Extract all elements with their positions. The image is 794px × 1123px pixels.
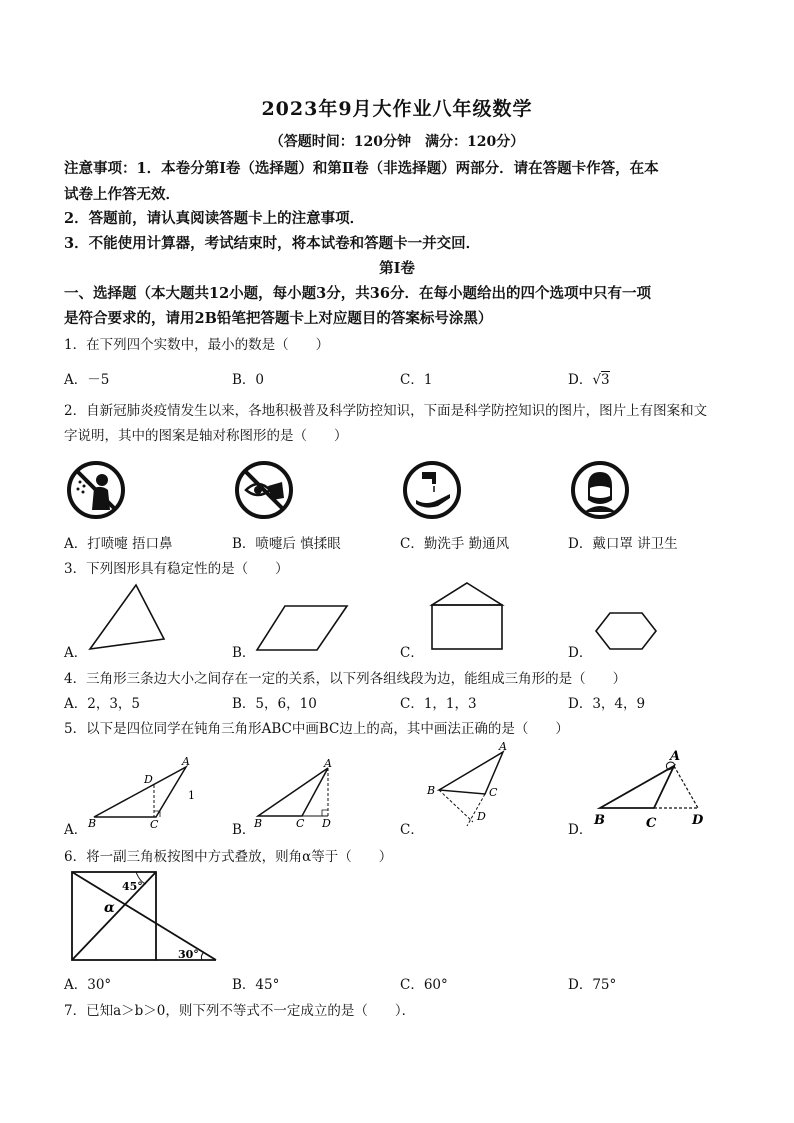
q2-stem-1: 2．自新冠肺炎疫情发生以来，各地积极普及科学防控知识，下面是科学防控知识的图片，图片上有图案和文 (64, 403, 708, 419)
q1-option-d (568, 368, 610, 388)
q5b-label-c: C (296, 817, 305, 830)
notes-line-2: 试卷上作答无效． (64, 186, 180, 203)
q5d-label-c: C (646, 816, 657, 831)
q5c-label-d: D (477, 810, 486, 823)
page-title: 2023年9月大作业八年级数学 (261, 98, 533, 120)
q5-option-b: B． (232, 822, 256, 838)
q5b-label-b: B (254, 817, 263, 830)
q3-option-c: C． (400, 645, 424, 661)
section-heading-1: 一、选择题（本大题共12小题，每小题3分，共36分．在每小题给出的四个选项中只有一项 (64, 285, 651, 302)
q5c-label-a: A (499, 740, 507, 753)
q5-figure-a (86, 755, 206, 830)
sqrt-sign: √ (592, 372, 601, 388)
q5-stem: 5．以下是四位同学在钝角三角形ABC中画BC边上的高，其中画法正确的是（ ） (64, 721, 569, 737)
wash-hands-icon (402, 460, 462, 520)
q3-option-b: B． (232, 645, 256, 661)
q5-option-d: D． (568, 822, 593, 838)
q6-option-d: D．75° (568, 977, 617, 993)
q4-option-b: B．5，6，10 (232, 696, 317, 712)
q3-figure-parallelogram (255, 604, 350, 652)
exam-info: （答题时间：120分钟 满分：120分） (269, 134, 525, 150)
q6-option-a: A．30° (64, 977, 112, 993)
q5a-label-a: A (182, 755, 190, 768)
q3-option-a: A． (64, 645, 88, 661)
q3-option-d: D． (568, 645, 593, 661)
q5a-label-d: D (144, 773, 153, 786)
wear-mask-icon (570, 460, 630, 520)
q1-option-c: C．1 (400, 372, 433, 388)
sneeze-cover-icon (66, 460, 126, 520)
q6-figure (68, 868, 220, 968)
q6-option-b: B．45° (232, 977, 280, 993)
volume-title: 第Ⅰ卷 (379, 260, 415, 277)
q6-stem: 6．将一副三角板按图中方式叠放，则角α等于（ ） (64, 849, 393, 865)
q5a-stray-mark: 1 (188, 789, 195, 802)
q5-figure-c (425, 738, 525, 833)
q5a-label-b: B (88, 817, 97, 830)
q7-stem: 7．已知a＞b＞0，则下列不等式不一定成立的是（ ）． (64, 1003, 416, 1019)
q4-option-c: C．1，1，3 (400, 696, 477, 712)
q3-figure-triangle (88, 583, 168, 653)
q2-option-d: D．戴口罩 讲卫生 (568, 536, 678, 552)
q4-option-a: A．2，3，5 (64, 696, 141, 712)
q5c-label-c: C (489, 786, 498, 799)
q4-stem: 4．三角形三条边大小之间存在一定的关系，以下列各组线段为边，能组成三角形的是（ ） (64, 671, 627, 687)
q1-option-b: B．0 (232, 372, 265, 388)
q2-option-c: C．勤洗手 勤通风 (400, 536, 510, 552)
q4-option-d: D．3，4，9 (568, 696, 646, 712)
notes-line-3: 2．答题前，请认真阅读答题卡上的注意事项． (64, 210, 365, 227)
q5d-label-d: D (692, 813, 704, 828)
q3-figure-hexagon (594, 611, 658, 651)
q3-figure-house (430, 581, 505, 651)
q5-option-a: A． (64, 822, 88, 838)
q1-option-d-prefix: D． (568, 372, 593, 388)
q5b-label-a: A (324, 757, 332, 770)
q5d-label-a: A (670, 749, 681, 764)
q6-angle-30: 30° (178, 948, 199, 961)
q1-stem: 1．在下列四个实数中，最小的数是（ ） (64, 337, 330, 353)
notes-line-4: 3．不能使用计算器，考试结束时，将本试卷和答题卡一并交回． (64, 235, 481, 252)
q5d-label-b: B (594, 813, 605, 828)
q1-option-a: A．－5 (64, 372, 110, 388)
q5b-label-d: D (322, 817, 331, 830)
q6-option-c: C．60° (400, 977, 448, 993)
q2-option-b: B．喷嚏后 慎揉眼 (232, 536, 341, 552)
q5c-label-b: B (427, 784, 436, 797)
no-rub-eyes-icon (234, 460, 294, 520)
q1-option-d-radicand: 3 (600, 372, 610, 388)
q5a-label-c: C (150, 818, 159, 831)
q6-angle-45: 45° (122, 880, 143, 893)
q6-alpha-label: α (104, 900, 115, 916)
q5-option-c: C． (400, 822, 424, 838)
q2-stem-2: 字说明，其中的图案是轴对称图形的是（ ） (64, 428, 348, 444)
q5-figure-d (592, 748, 712, 833)
q2-option-a: A．打喷嚏 捂口鼻 (64, 536, 173, 552)
q5-figure-b (252, 757, 352, 830)
notes-line-1: 注意事项：1．本卷分第Ⅰ卷（选择题）和第Ⅱ卷（非选择题）两部分．请在答题卡作答，在本 (64, 160, 659, 177)
section-heading-2: 是符合要求的，请用2B铅笔把答题卡上对应题目的答案标号涂黑） (64, 310, 493, 327)
q3-stem: 3．下列图形具有稳定性的是（ ） (64, 561, 289, 577)
